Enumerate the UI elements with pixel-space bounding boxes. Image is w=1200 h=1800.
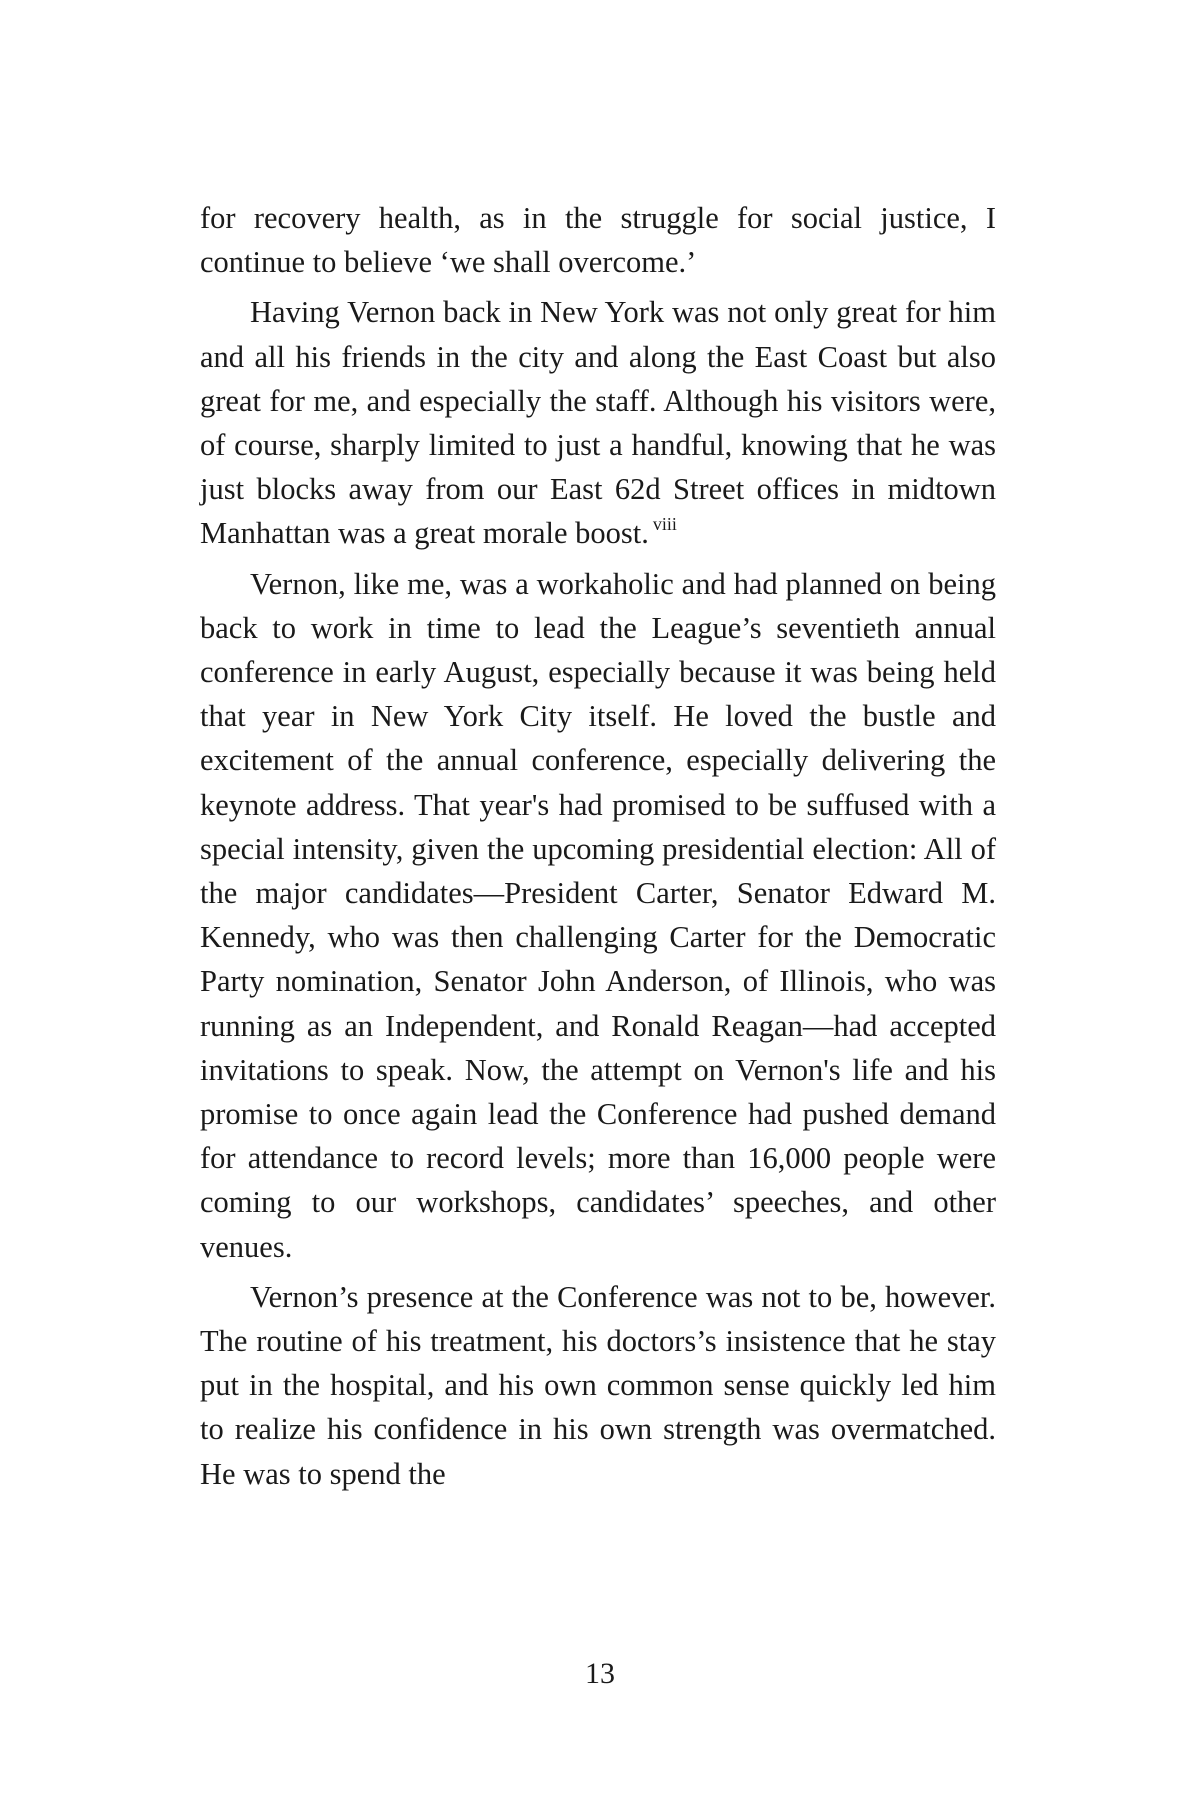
paragraph-continuation: for recovery health, as in the struggle for social justice, I continue to believe ‘we shall overcome.’: [200, 201, 996, 280]
body-text: [200, 196, 996, 1502]
endnote-marker: viii: [652, 513, 677, 534]
paragraph-text: Having Vernon back in New York was not only great for him and all his friends in the city and along the East Coast but also great for me, and especially the staff. Although his visitors were, of course, sharply limited to just a handful, knowing that he was just blocks away from our East 62d Street offices in midtown Manhattan was a great morale boost.: [200, 295, 996, 551]
page-number: 13: [585, 1657, 615, 1690]
paragraph-presence-not-to-be: Vernon’s presence at the Conference was not to be, however. The routine of his treatment, his doctors’s insistence that he stay put in the hospital, and his own common sense quickly led him to realize his confidence in his own strength was overmatched. He was to spend the: [200, 1279, 996, 1491]
paragraph-annual-conference: Vernon, like me, was a workaholic and had planned on being back to work in time to lead the League’s seventieth annual conference in early August, especially because it was being held that year in New York City itself. He loved the bustle and excitement of the annual conference, especially delivering the keynote address. That year's had promised to be suffused with a special intensity, given the upcoming presidential election: All of the major candidates—President Carter, Senator Edward M. Kennedy, who was then challenging Carter for the Democratic Party nomination, Senator John Anderson, of Illinois, who was running as an Independent, and Ronald Reagan—had accepted invitations to speak. Now, the attempt on Vernon's life and his promise to once again lead the Conference had pushed demand for attendance to record levels; more than 16,000 people were coming to our workshops, candidates’ speeches, and other venues.: [200, 566, 996, 1264]
paragraph-vernon-back-in-new-york: [200, 290, 996, 555]
